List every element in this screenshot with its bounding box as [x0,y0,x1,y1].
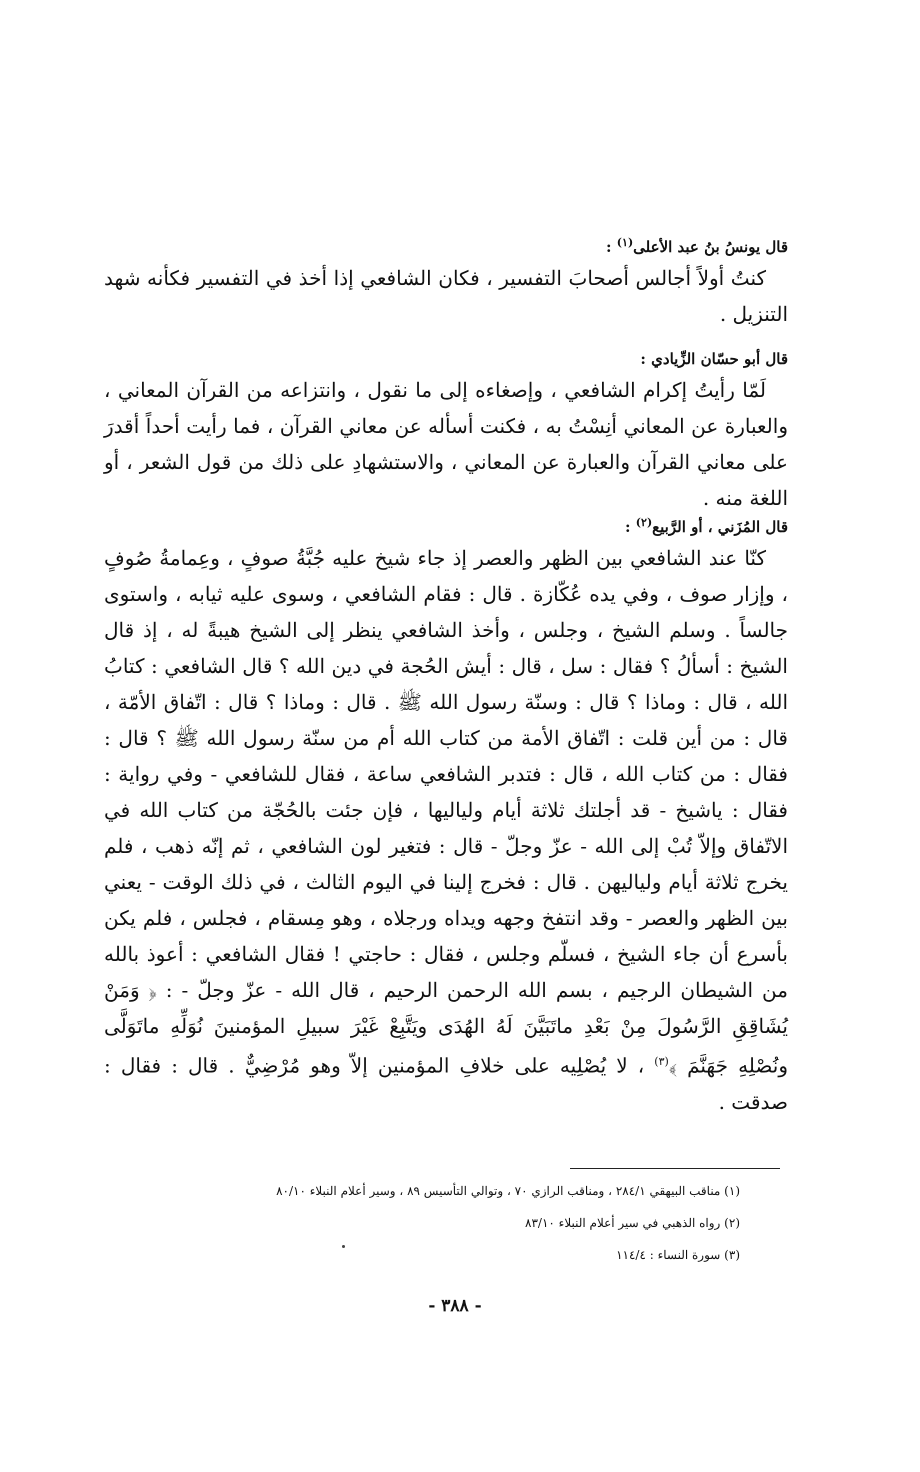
section-muzani [104,516,788,1120]
footnote-1: (١) مناقب البيهقي ٢٨٤/١ ، ومناقب الرازي ٧٠ ، وتوالي التأسيس ٨٩ ، وسير أعلام النبلاء ٨٠/١٠ [276,1184,740,1198]
section-heading: قال أبو حسّان الزِّيادي : [640,350,788,368]
section-paragraph: لَمّا رأيتُ إكرام الشافعي ، وإصغاءه إلى ما نقول ، وانتزاعه من القرآن المعاني ، والعبارة عن المعاني أنِسْتُ به ، فكنت أسأله عن معاني القرآن ، فما رأيت أحداً أقدرَ على معاني القرآن والعبارة عن المعاني ، والاستشهادِ على ذلك من قول الشعر ، أو اللغة منه . [104,378,788,510]
page-number: - ٣٨٨ - [428,1296,482,1316]
section-yunus [104,236,788,332]
section-heading: قال يونسُ بنُ عبد الأعلى$^{(١)}$ : [606,236,788,256]
footnote-3: (٣) سورة النساء : ١١٤/٤ [616,1248,740,1262]
stray-dot [342,1245,345,1248]
section-paragraph: كنّا عند الشافعي بين الظهر والعصر إذ جاء شيخ عليه جُبَّةُ صوفٍ ، وعِمامةُ صُوفٍ ، وإزار صوف ، وفي يده عُكّازة . قال : فقام الشافعي ، وسوى عليه ثيابه ، واستوى جالساً . وسلم الشيخ ، وجلس ، وأخذ الشافعي ينظر إلى الشيخ هيبةً له ، إذ قال الشيخ : أسألُ ؟ فقال : سل ، قال : أيش الحُجة في دين الله ؟ قال الشافعي : كتابُ الله ، قال : وماذا ؟ قال : وسنّة رسول الله ﷺ . قال : وماذا ؟ قال : اتّفاق الأمّة ، قال : من أين قلت : اتّفاق الأمة من كتاب الله أم من سنّة رسول الله ﷺ ؟ قال : فقال : من كتاب الله ، قال : فتدبر الشافعي ساعة ، فقال للشافعي - وفي رواية : فقال : ياشيخ - قد أجلتك ثلاثة أيام ولياليها ، فإن جئت بالحُجّة من كتاب الله في الاتّفاق وإلاّ تُبْ إلى الله - عزّ وجلّ - قال : فتغير لون الشافعي ، ثم إنّه ذهب ، فلم يخرج ثلاثة أيام ولياليهن . قال : فخرج إلينا في اليوم الثالث ، في ذلك الوقت - يعني بين الظهر والعصر - وقد انتفخ وجهه ويداه ورجلاه ، وهو مِسقام ، فجلس ، فلم يكن بأسرع أن جاء الشيخ ، فسلّم وجلس ، فقال : حاجتي ! فقال الشافعي : أعوذ بالله من الشيطان الرجيم ، بسم الله الرحمن الرحيم ، قال الله - عزّ وجلّ - : ﴿ وَمَنْ يُشَاقِقِ الرَّسُولَ مِنْ بَعْدِ ماتَبَيَّنَ لَهُ الهُدَى ويَتَّبِعْ غَيْرَ سبيلِ المؤمنينَ نُوَلِّهِ ماتَوَلَّى ونُصْلِهِ جَهَنَّمَ ﴾$^{(٣)}$ ، لا يُصْلِيه على خلافِ المؤمنين إلاّ وهو مُرْضِيٌّ . قال : فقال : صدقت . [104,546,788,1114]
footnote-marker: (٢) [635,516,653,529]
footnote-marker: (٣) [654,1055,669,1068]
section-abu-hassan [104,348,788,516]
footnote-divider [570,1168,780,1169]
section-paragraph: كنتُ أولاً أجالس أصحابَ التفسير ، فكان الشافعي إذا أخذ في التفسير فكأنه شهد التنزيل . [104,266,788,326]
section-heading: قال المُزَني ، أو الرَّبيع$^{(٢)}$ : [625,516,788,536]
footnote-2: (٢) رواه الذهبي في سير أعلام النبلاء ٨٣/١٠ [525,1216,740,1230]
footnote-marker: (١) [616,236,634,249]
